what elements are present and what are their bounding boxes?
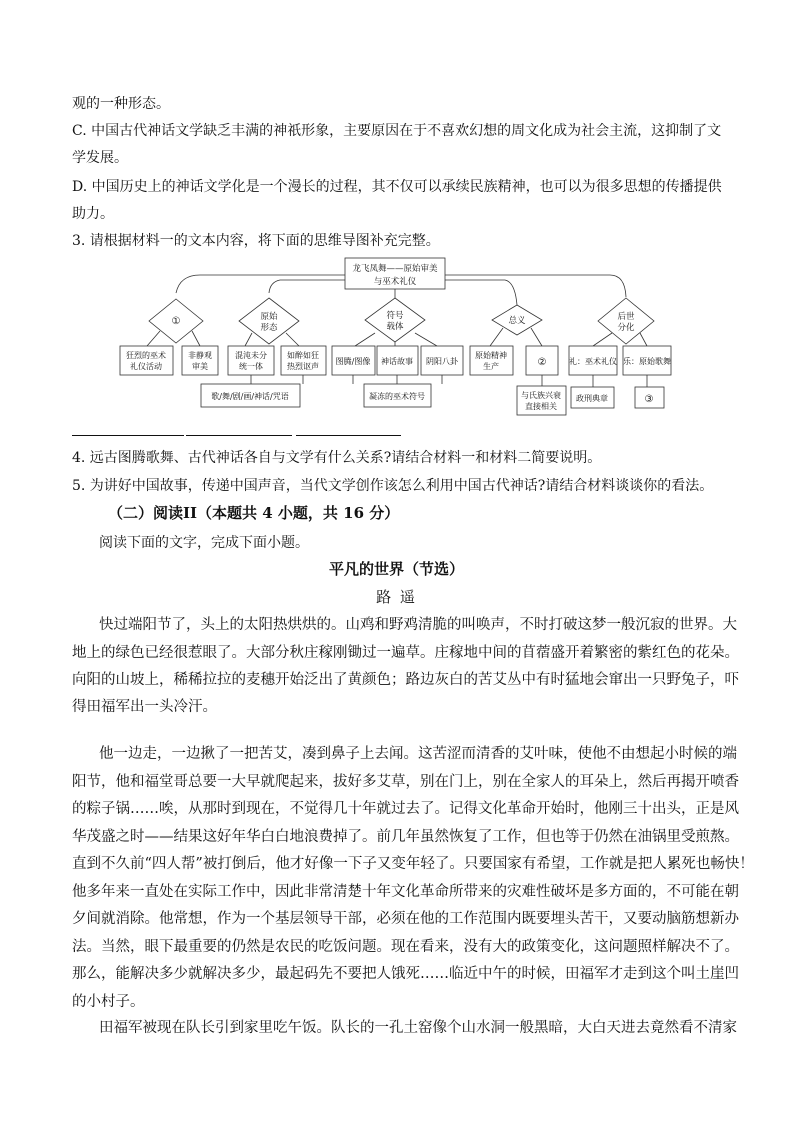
question-4: 4. 远古图腾歌舞、古代神话各自与文学有什么关系?请结合材料一和材料二简要说明。 (72, 450, 602, 466)
box-non-static-l1: 非静观 (188, 351, 212, 360)
paragraph-line: 他一边走，一边揪了一把苦艾，凑到鼻子上去闻。这苦涩而清香的艾叶味，使他不由想起小时候的端 (99, 746, 737, 762)
box-chaos-l1: 混沌未分 (235, 351, 267, 360)
box-clan-l1: 与氏族兴衰 (521, 391, 561, 400)
mind-map-diagram (0, 0, 793, 430)
paragraph-line: 得田福军出一头冷汗。 (72, 699, 217, 715)
diamond-symbol-carrier-l2: 载体 (386, 322, 404, 332)
option-c-line1: C. 中国古代神话文学缺乏丰满的神祇形象，主要原因在于不喜欢幻想的周文化成为社会主流，这抑制了文 (72, 123, 722, 139)
box-spirit-l2: 生产 (483, 362, 499, 371)
box-chaos-l2: 统一体 (239, 362, 263, 371)
paragraph-line: 地上的绿色已经很惹眼了。大部分秋庄稼刚锄过一遍草。庄稼地中间的苜蓿盛开着繁密的紫红色的花朵。 (72, 645, 739, 661)
diamond-primitive-form-l1: 原始 (260, 312, 278, 322)
box-frozen-symbol: 凝冻的巫术符号 (369, 392, 425, 401)
box-non-static-l2: 审美 (192, 362, 208, 371)
section-title: （二）阅读II（本题共 4 小题，共 16 分） (108, 504, 400, 522)
answer-blank-2[interactable] (186, 435, 292, 436)
diamond-later-split-l2: 分化 (617, 323, 635, 333)
paragraph-line: 法。当然，眼下最重要的仍然是农民的吃饭问题。现在看来，没有大的政策变化，这问题照样解决不了。 (72, 939, 739, 955)
box-clan-l2: 直接相关 (525, 402, 557, 411)
diamond-primitive-form-l2: 形态 (260, 323, 278, 333)
box-myth: 神话故事 (381, 357, 413, 366)
paragraph-line: 夕间就消除。他常想，作为一个基层领导干部，必须在他的工作范围内既要埋头苦干，又要动脑筋想新办 (72, 911, 739, 927)
answer-blank-3[interactable] (296, 435, 401, 436)
diamond-symbol-carrier-l1: 符号 (386, 311, 404, 321)
paragraph-line: 那么，能解决多少就解决多少，最起码先不要把人饿死……临近中午的时候，田福军才走到这个叫土崖凹 (72, 966, 739, 982)
box-ritual-l1: 狂烈的巫术 (126, 351, 166, 360)
box-yue: 乐：原始歌舞 (623, 357, 671, 366)
box-totem: 图腾/图像 (335, 357, 371, 366)
box-ecstatic-l1: 如醉如狂 (287, 351, 319, 360)
paragraph-line: 的小村子。 (72, 994, 145, 1010)
option-c-line2: 学发展。 (72, 150, 128, 166)
answer-blank-1[interactable] (72, 435, 184, 436)
question-5: 5. 为讲好中国故事，传递中国声音，当代文学创作该怎么利用中国古代神话?请结合材料谈谈你的看法。 (72, 478, 714, 494)
box-statutes: 政刑典章 (576, 394, 608, 403)
text-line: 观的一种形态。 (72, 96, 170, 112)
article-title: 平凡的世界（节选） (328, 560, 464, 578)
blank-3: ③ (644, 394, 654, 405)
root-node-line1: 龙飞凤舞——原始审美 (352, 264, 438, 274)
blank-2: ② (537, 357, 547, 368)
question-3: 3. 请根据材料一的文本内容，将下面的思维导图补充完整。 (72, 233, 440, 249)
option-d-line2: 助力。 (72, 206, 114, 222)
option-d-line1: D. 中国历史上的神话文学化是一个漫长的过程，其不仅可以承续民族精神，也可以为很多思想的传播提供 (72, 179, 722, 195)
paragraph-line: 直到不久前“四人帮”被打倒后，他才好像一下子又变年轻了。只要国家有希望，工作就是把人累死也畅快！ (72, 856, 754, 872)
article-author: 路 遥 (376, 588, 417, 606)
box-bagua: 阴阳八卦 (426, 357, 458, 366)
instruction: 阅读下面的文字，完成下面小题。 (99, 535, 309, 551)
paragraph-line: 快过端阳节了，头上的太阳热烘烘的。山鸡和野鸡清脆的叫唤声，不时打破这梦一般沉寂的世界。大 (99, 617, 737, 633)
paragraph-line: 向阳的山坡上，稀稀拉拉的麦穗开始泛出了黄颜色；路边灰白的苦艾丛中有时猛地会窜出一只野兔子，吓 (72, 672, 739, 688)
root-node-line2: 与巫术礼仪 (373, 277, 417, 287)
paragraph-line: 华茂盛之时——结果这好年华白白地浪费掉了。前几年虽然恢复了工作，但也等于仍然在油锅里受煎熬。 (72, 829, 739, 845)
paragraph-line: 田福军被现在队长引到家里吃午饭。队长的一孔土窑像个山水洞一般黑暗，大白天进去竟然看不清家 (99, 1020, 737, 1036)
diamond-later-split-l1: 后世 (617, 312, 635, 322)
paragraph-line: 他多年来一直处在实际工作中，因此非常清楚十年文化革命所带来的灾难性破坏是多方面的，不可能在朝 (72, 884, 739, 900)
box-ritual-l2: 礼仪活动 (130, 362, 162, 371)
box-ecstatic-l2: 热烈讴声 (287, 362, 319, 371)
box-li: 礼：巫术礼仪 (569, 357, 617, 366)
box-forms: 歌/舞/剧/画/神话/咒语 (211, 392, 289, 401)
box-spirit-l1: 原始精神 (475, 351, 507, 360)
diamond-general-meaning: 总义 (508, 316, 526, 326)
blank-1: ① (171, 316, 181, 327)
paragraph-line: 的粽子锅……唉，从那时到现在，不觉得几十年就过去了。记得文化革命开始时，他刚三十出头，正是风 (72, 801, 739, 817)
paragraph-line: 阳节，他和福堂哥总要一大早就爬起来，拔好多艾草，别在门上，别在全家人的耳朵上，然后再揭开喷香 (72, 774, 739, 790)
